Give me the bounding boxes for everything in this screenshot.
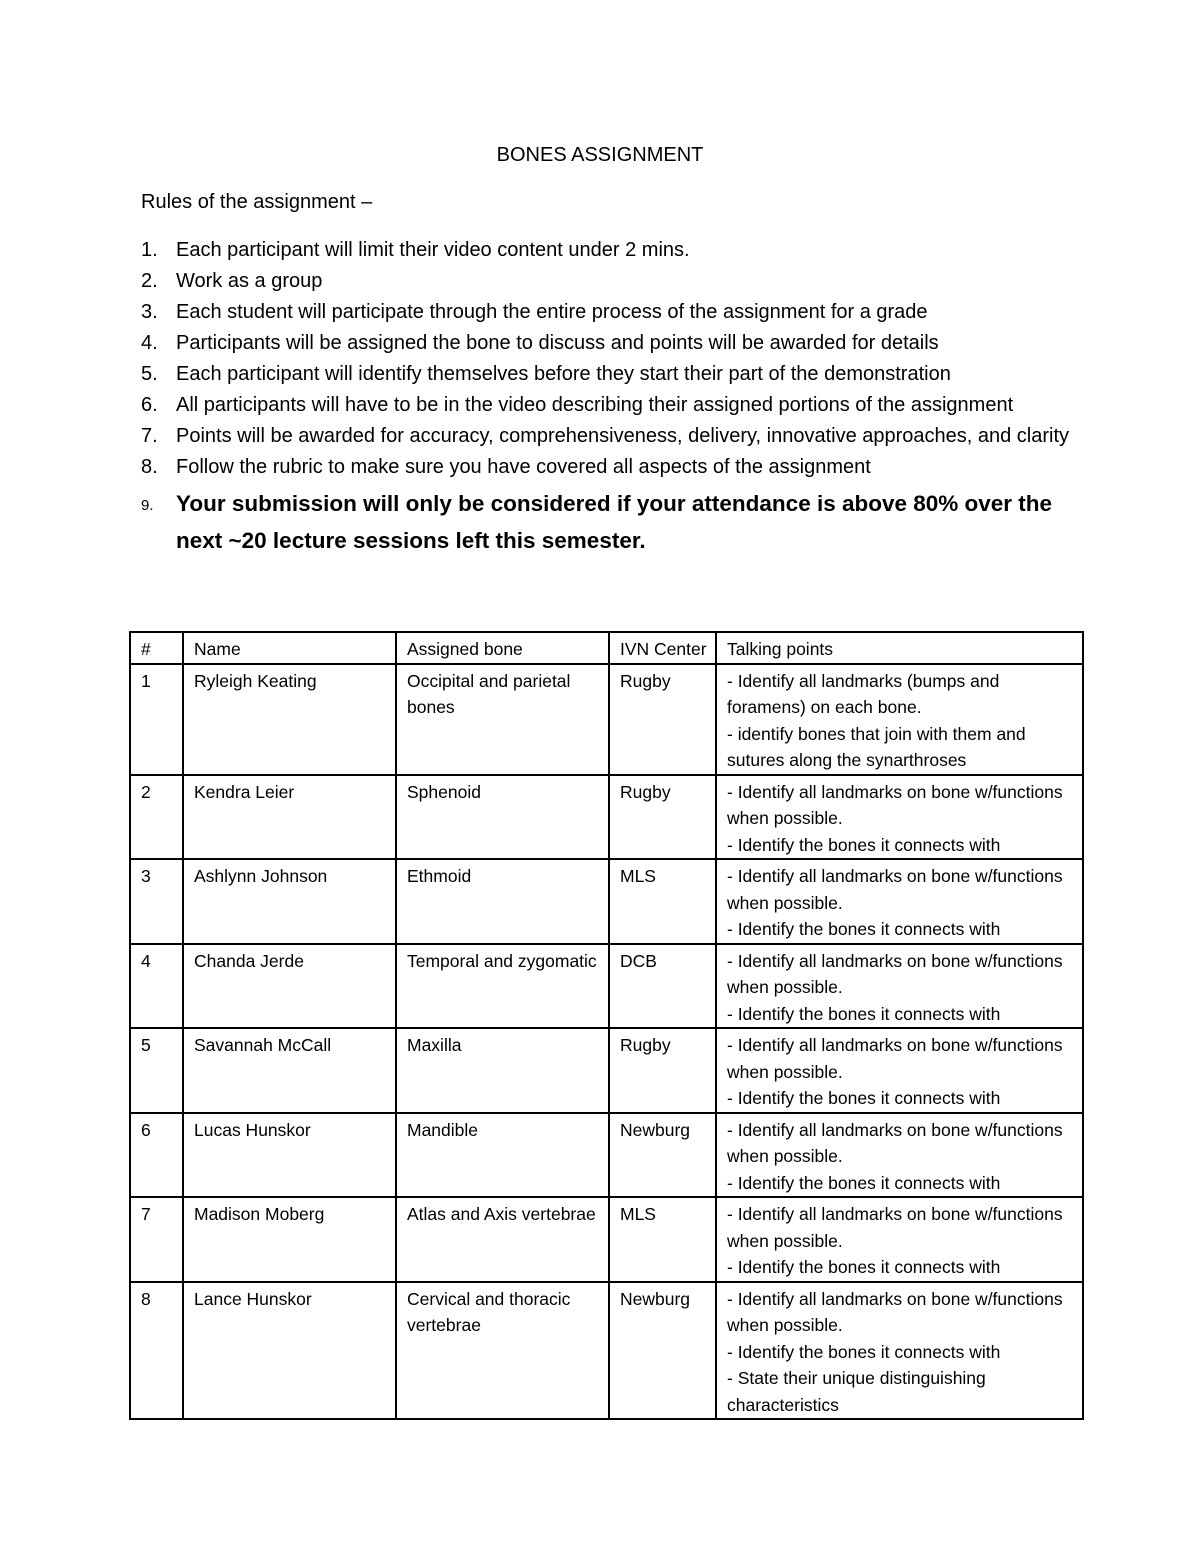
rule-text: Each participant will identify themselves before they start their part of the demonstration — [176, 363, 951, 385]
talking-point: - Identify the bones it connects with — [727, 1341, 1001, 1362]
rules-heading: Rules of the assignment – — [141, 191, 373, 213]
rule-number: 9. — [141, 497, 154, 514]
rule-item — [141, 421, 1071, 452]
rule-number: 8. — [141, 456, 158, 478]
rule-item — [141, 359, 1071, 390]
cell-number: 1 — [130, 664, 183, 775]
rule-item — [141, 266, 1071, 297]
cell-bone: Mandible — [396, 1113, 609, 1198]
rule-number: 1. — [141, 239, 158, 261]
table-row — [130, 1282, 1083, 1420]
cell-bone: Atlas and Axis vertebrae — [396, 1197, 609, 1282]
talking-point: - Identify all landmarks on bone w/functions when possible. — [727, 950, 1063, 997]
header-cell-number: # — [130, 632, 183, 664]
rule-item — [141, 452, 1071, 483]
cell-talking-points — [716, 664, 1083, 775]
table-row — [130, 1197, 1083, 1282]
cell-name: Ryleigh Keating — [183, 664, 396, 775]
cell-center: Rugby — [609, 1028, 716, 1113]
rule-item — [141, 390, 1071, 421]
cell-name: Lance Hunskor — [183, 1282, 396, 1420]
talking-point: - identify bones that join with them and sutures along the synarthroses — [727, 723, 1026, 770]
cell-name: Chanda Jerde — [183, 944, 396, 1029]
header-cell-bone: Assigned bone — [396, 632, 609, 664]
document-title: BONES ASSIGNMENT — [496, 144, 704, 166]
cell-name: Savannah McCall — [183, 1028, 396, 1113]
talking-point: - State their unique distinguishing characteristics — [727, 1368, 986, 1415]
cell-number: 2 — [130, 775, 183, 860]
cell-talking-points — [716, 1113, 1083, 1198]
cell-center: Newburg — [609, 1282, 716, 1420]
table-row — [130, 944, 1083, 1029]
cell-number: 8 — [130, 1282, 183, 1420]
rule-number: 3. — [141, 301, 158, 323]
rule-item — [141, 235, 1071, 266]
rule-text: Follow the rubric to make sure you have covered all aspects of the assignment — [176, 456, 871, 478]
talking-point: - Identify the bones it connects with — [727, 919, 1001, 939]
rules-list — [141, 235, 1071, 559]
header-cell-talking-points: Talking points — [716, 632, 1083, 664]
cell-center: MLS — [609, 1197, 716, 1282]
cell-number: 6 — [130, 1113, 183, 1198]
talking-point: - Identify all landmarks on bone w/functions when possible. — [727, 1035, 1063, 1082]
cell-talking-points — [716, 1028, 1083, 1113]
table-row — [130, 775, 1083, 860]
header-cell-name: Name — [183, 632, 396, 664]
rule-number: 4. — [141, 332, 158, 354]
header-cell-center: IVN Center — [609, 632, 716, 664]
talking-point: - Identify all landmarks on bone w/functions when possible. — [727, 866, 1063, 913]
cell-talking-points — [716, 944, 1083, 1029]
talking-point: - Identify all landmarks (bumps and foramens) on each bone. — [727, 670, 1000, 717]
cell-bone: Cervical and thoracic vertebrae — [396, 1282, 609, 1420]
talking-point: - Identify the bones it connects with — [727, 1172, 1001, 1193]
rule-number: 2. — [141, 270, 158, 292]
cell-number: 3 — [130, 859, 183, 944]
cell-name: Kendra Leier — [183, 775, 396, 860]
talking-point: - Identify the bones it connects with — [727, 1003, 1001, 1024]
cell-center: Rugby — [609, 664, 716, 775]
rule-number: 7. — [141, 425, 158, 447]
talking-point: - Identify the bones it connects with — [727, 1088, 1001, 1108]
table-row — [130, 1113, 1083, 1198]
cell-number: 5 — [130, 1028, 183, 1113]
assignment-table — [129, 631, 1084, 1420]
cell-bone: Temporal and zygomatic — [396, 944, 609, 1029]
cell-bone: Sphenoid — [396, 775, 609, 860]
cell-bone: Occipital and parietal bones — [396, 664, 609, 775]
cell-number: 4 — [130, 944, 183, 1029]
talking-point: - Identify all landmarks on bone w/functions when possible. — [727, 1204, 1063, 1251]
talking-point: - Identify all landmarks on bone w/functions when possible. — [727, 781, 1063, 828]
rule-text: Points will be awarded for accuracy, comprehensiveness, delivery, innovative approaches, and clarity — [176, 425, 1070, 447]
rule-text: All participants will have to be in the video describing their assigned portions of the assignment — [176, 394, 1014, 416]
rule-text: Each participant will limit their video content under 2 mins. — [176, 239, 690, 261]
talking-point: - Identify all landmarks on bone w/functions when possible. — [727, 1288, 1063, 1335]
cell-center: Newburg — [609, 1113, 716, 1198]
table-row — [130, 859, 1083, 944]
cell-center: Rugby — [609, 775, 716, 860]
table-row — [130, 664, 1083, 775]
talking-point: - Identify the bones it connects with — [727, 1257, 1001, 1277]
rule-number: 6. — [141, 394, 158, 416]
cell-number: 7 — [130, 1197, 183, 1282]
rule-item-attendance — [141, 485, 1071, 559]
cell-talking-points — [716, 1197, 1083, 1282]
table-header-row — [130, 632, 1083, 664]
table-row — [130, 1028, 1083, 1113]
rule-text: Participants will be assigned the bone to discuss and points will be awarded for details — [176, 332, 939, 354]
cell-name: Ashlynn Johnson — [183, 859, 396, 944]
rule-text: Each student will participate through the entire process of the assignment for a grade — [176, 301, 928, 323]
rule-text: Your submission will only be considered if your attendance is above 80% over the next ~20 lecture sessions left this semester. — [176, 491, 1053, 553]
cell-talking-points — [716, 1282, 1083, 1420]
rule-item — [141, 297, 1071, 328]
cell-talking-points — [716, 859, 1083, 944]
rule-number: 5. — [141, 363, 158, 385]
cell-bone: Ethmoid — [396, 859, 609, 944]
rule-item — [141, 328, 1071, 359]
cell-bone: Maxilla — [396, 1028, 609, 1113]
cell-center: MLS — [609, 859, 716, 944]
cell-center: DCB — [609, 944, 716, 1029]
talking-point: - Identify all landmarks on bone w/functions when possible. — [727, 1119, 1063, 1166]
talking-point: - Identify the bones it connects with — [727, 834, 1001, 855]
cell-name: Lucas Hunskor — [183, 1113, 396, 1198]
cell-name: Madison Moberg — [183, 1197, 396, 1282]
cell-talking-points — [716, 775, 1083, 860]
rule-text: Work as a group — [176, 270, 323, 292]
